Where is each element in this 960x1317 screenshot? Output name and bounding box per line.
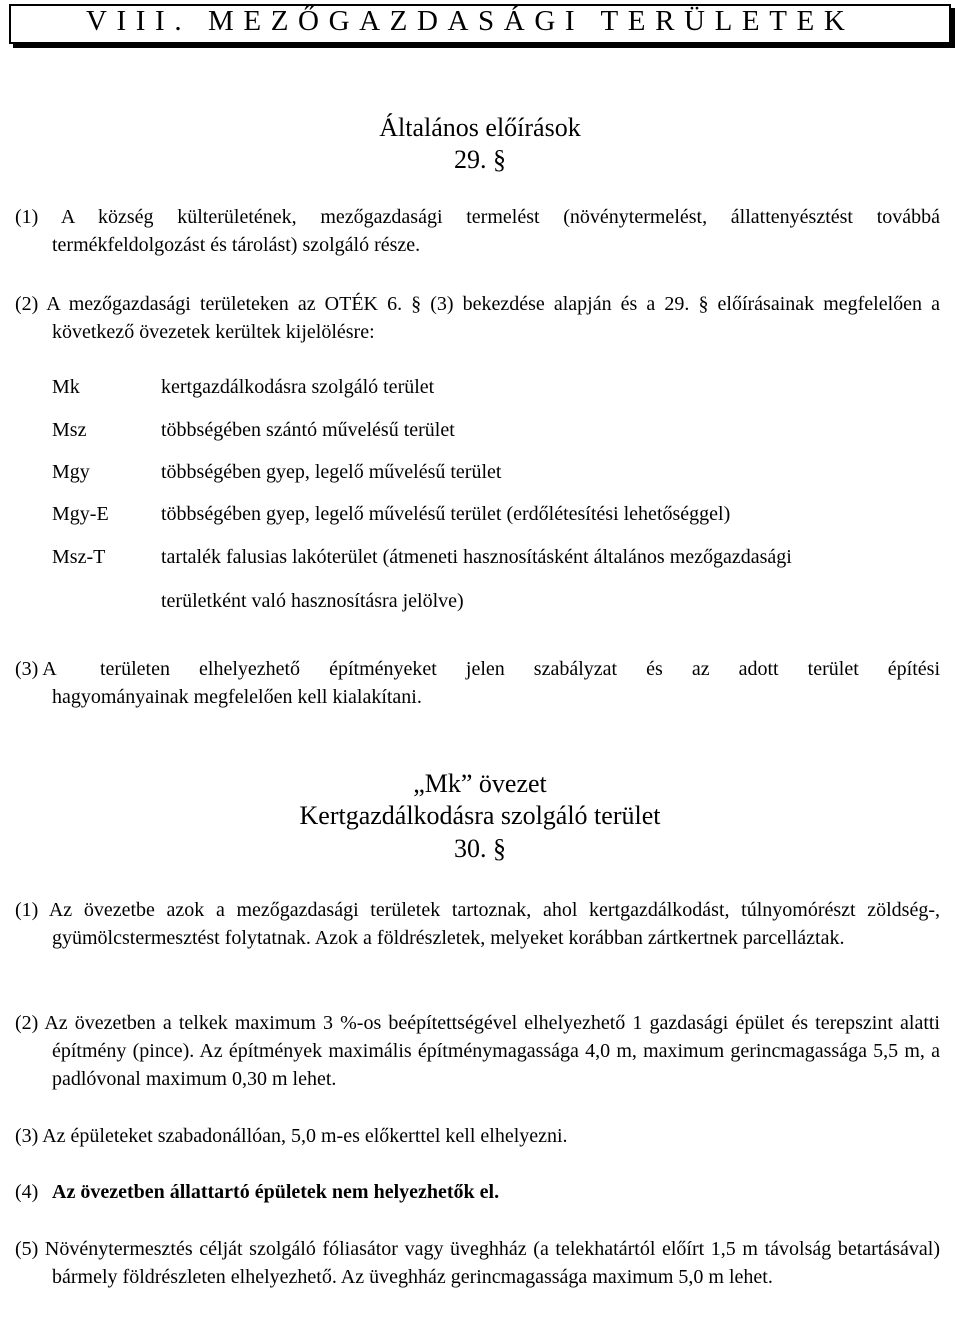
mk-zone-title: „Mk” övezet: [413, 769, 547, 798]
section-30: 30. §: [454, 834, 506, 863]
mk-zone-subtitle: Kertgazdálkodásra szolgáló terület: [299, 801, 661, 830]
paragraph-29-3-line2: hagyományainak megfelelően kell kialakítani.: [52, 686, 422, 708]
paragraph-29-2: (2) A mezőgazdasági területeken az OTÉK 6. § (3) bekezdése alapján és a 29. § előírásainak megfelelően a következő övezetek kerültek kijelölésre:: [15, 293, 940, 343]
section-29: 29. §: [454, 145, 506, 174]
paragraph-29-1: (1) A község külterületének, mezőgazdasági termelést (növénytermelést, állattenyésztést továbbá termékfeldolgozást és tárolást) szolgáló része.: [15, 206, 940, 256]
zone-code-mk: Mk: [52, 376, 80, 398]
paragraph-29-3-line1: területen elhelyezhető építményeket jelen szabályzat és az adott terület építési: [100, 658, 940, 680]
zone-desc-mgy-e: többségében gyep, legelő művelésű terület (erdőlétesítési lehetőséggel): [161, 503, 731, 525]
zone-desc-msz-t-continued: területként való hasznosításra jelölve): [161, 590, 464, 612]
paragraph-30-1: (1) Az övezetbe azok a mezőgazdasági területek tartoznak, ahol kertgazdálkodást, túlnyomórészt zöldség-, gyümölcstermesztést folytatnak. Azok a földrészletek, melyeket korábban zártkertnek parcelláztak.: [15, 899, 940, 949]
chapter-title: VIII. MEZŐGAZDASÁGI TERÜLETEK: [86, 5, 855, 37]
zone-code-msz-t: Msz-T: [52, 546, 106, 568]
zone-code-mgy-e: Mgy-E: [52, 503, 109, 525]
zone-desc-msz-t: tartalék falusias lakóterület (átmeneti hasznosításként általános mezőgazdasági: [161, 546, 792, 568]
paragraph-30-5: (5) Növénytermesztés célját szolgáló fóliasátor vagy üveghház (a telekhatártól előírt 1,5 m távolság betartásával) bármely földrészleten elhelyezhető. Az üveghház gerincmagassága maximum 5,0 m lehet.: [15, 1238, 940, 1288]
paragraph-30-4-number: (4): [15, 1181, 39, 1203]
zone-desc-mk: kertgazdálkodásra szolgáló terület: [161, 376, 435, 398]
general-heading: Általános előírások: [379, 113, 581, 142]
paragraph-30-3: (3) Az épületeket szabadonállóan, 5,0 m-es előkerttel kell elhelyezni.: [15, 1125, 568, 1147]
paragraph-30-4-text: Az övezetben állattartó épületek nem helyezhetők el.: [52, 1181, 500, 1203]
zone-code-mgy: Mgy: [52, 461, 90, 483]
zone-code-msz: Msz: [52, 419, 87, 441]
paragraph-29-3-number: (3) A: [15, 658, 57, 680]
zone-desc-msz: többségében szántó művelésű terület: [161, 419, 455, 441]
zone-desc-mgy: többségében gyep, legelő művelésű terület: [161, 461, 502, 483]
paragraph-30-2: (2) Az övezetben a telkek maximum 3 %-os beépítettségével elhelyezhető 1 gazdasági épület és terepszint alatti építmény (pince). Az építmények maximális építménymagassága 4,0 m, maximum gerincmagassága 5,5 m, a padlóvonal maximum 0,30 m lehet.: [15, 1012, 940, 1090]
